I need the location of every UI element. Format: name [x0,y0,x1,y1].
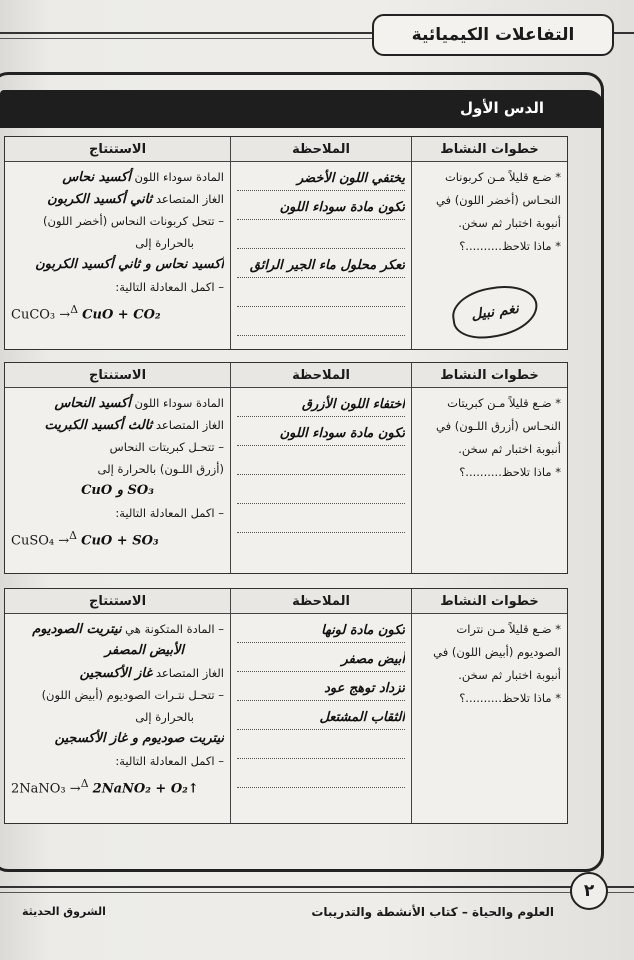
observation-line [237,226,405,249]
conclusion-answer: الأبيض المصفر [104,643,184,658]
observation-line: تزداد توهج عود [237,678,405,701]
eq-arrow: → [58,533,70,549]
eq-reactant: 2NaNO₃ [11,781,66,797]
step-line: النحـاس (أخضر اللون) في [435,193,561,207]
conclusion-header: الاستنتاج [5,589,230,614]
step-line: * ضـع قليلاً مـن كبريتات [418,392,561,415]
observation-line: أبيض مصفر [237,649,405,672]
footer-rule-thin [0,892,634,893]
step-line: أنبوبة اختبار ثم سخن. [458,668,561,682]
eq-condition: Δ [69,529,77,542]
eq-condition: Δ [70,303,79,316]
conclusion-print: (أزرق اللـون) بالحرارة إلى [97,462,224,476]
observation-header: الملاحظة [231,137,411,162]
activity-table-1 [4,136,568,350]
chemical-equation [11,524,224,552]
activity-table-3 [4,588,568,824]
conclusion-answer: غاز الأكسجين [79,666,153,681]
observation-line [237,481,405,504]
conclusion-print: – اكمل المعادلة التالية: [115,754,224,768]
observation-line: يختفي اللون الأخضر [237,168,405,191]
observation-line: الثقاب المشتعل [237,707,405,730]
step-line: الصوديوم (أبيض اللون) في [433,645,561,659]
step-question: * ماذا تلاحظ..........؟ [418,235,561,258]
eq-products: CuO + SO₃ [81,533,159,549]
steps-column [411,137,567,349]
steps-header: خطوات النشاط [412,137,567,162]
conclusion-answer: نيتريت الصوديوم [32,622,122,637]
step-question: * ماذا تلاحظ..........؟ [418,687,561,710]
chemical-equation [11,298,224,326]
observation-line: اختفاء اللون الأزرق [237,394,405,417]
observation-line: تكون مادة سوداء اللون [237,423,405,446]
conclusion-answer: ثاني أكسيد الكربون [47,192,153,207]
eq-products: 2NaNO₂ + O₂↑ [92,781,199,797]
conclusion-column [5,589,230,823]
conclusion-column [5,363,230,573]
conclusion-print: المادة سوداء اللون [134,170,224,184]
step-line: * ضـع قليلاً مـن كربونات [418,166,561,189]
chapter-title: التفاعلات الكيميائية [372,14,614,56]
publisher: الشروق الحديثة [22,905,106,918]
observation-column [230,137,411,349]
eq-arrow: → [59,307,71,323]
observation-column [230,363,411,573]
observation-header: الملاحظة [231,589,411,614]
footer-rule [0,886,634,888]
conclusion-print: الغاز المتصاعد [155,666,224,680]
conclusion-print: بالحرارة إلى [135,710,194,724]
observation-line: تكون مادة سوداء اللون [237,197,405,220]
conclusion-answer: SO₃ و CuO [81,483,154,498]
conclusion-print: – تتحـل نتـرات الصوديوم (أبيض اللون) [41,688,224,702]
conclusion-print: الغاز المتصاعد [155,418,224,432]
step-line: أنبوبة اختبار ثم سخن. [458,442,561,456]
activity-table-2 [4,362,568,574]
conclusion-print: – تتحـل كبريتات النحاس [109,440,224,454]
conclusion-answer: ثالث أكسيد الكبريت [44,418,153,433]
eq-reactant: CuCO₃ [11,307,56,323]
observation-header: الملاحظة [231,363,411,388]
chemical-equation [11,772,224,800]
lesson-bar [0,90,604,128]
observation-line [237,452,405,475]
conclusion-print: – المادة المتكونة هي [125,622,224,636]
eq-arrow: → [69,781,81,797]
conclusion-answer: أكسيد نحاس [62,170,131,185]
conclusion-header: الاستنتاج [5,137,230,162]
handwritten-stamp: نغم نبيل [449,281,541,342]
observation-line [237,510,405,533]
conclusion-answer: أكسيد النحاس [54,396,131,411]
conclusion-column [5,137,230,349]
conclusion-header: الاستنتاج [5,363,230,388]
steps-header: خطوات النشاط [412,589,567,614]
eq-condition: Δ [80,777,89,790]
conclusion-answer: أكسيد نحاس و ثاني أكسيد الكربون [35,257,224,272]
observation-line [237,313,405,336]
observation-line: تعكر محلول ماء الجير الرائق [237,255,405,278]
book-title: العلوم والحياة – كتاب الأنشطة والتدريبات [311,905,554,919]
step-question: * ماذا تلاحظ..........؟ [418,461,561,484]
eq-reactant: CuSO₄ [11,533,55,549]
conclusion-answer: نيتريت صوديوم و غاز الأكسجين [54,731,224,746]
conclusion-print: – اكمل المعادلة التالية: [115,280,224,294]
observation-line [237,736,405,759]
conclusion-print: – تتحل كربونات النحاس (أخضر اللون) [43,214,224,228]
observation-line [237,765,405,788]
steps-column [411,363,567,573]
step-line: * ضـع قليلاً مـن نترات [418,618,561,641]
observation-line [237,284,405,307]
lesson-title: الدس الأول [459,99,544,117]
eq-products: CuO + CO₂ [82,307,161,323]
observation-column [230,589,411,823]
conclusion-print: المادة سوداء اللون [134,396,224,410]
steps-header: خطوات النشاط [412,363,567,388]
header-rule-thin [0,38,376,39]
step-line: أنبوبة اختبار ثم سخن. [458,216,561,230]
conclusion-print: – اكمل المعادلة التالية: [115,506,224,520]
step-line: النحـاس (أزرق اللـون) في [435,419,561,433]
page-number: ٢ [570,872,608,910]
steps-column [411,589,567,823]
observation-line: تكون مادة لونها [237,620,405,643]
conclusion-print: بالحرارة إلى [135,236,194,250]
conclusion-print: الغاز المتصاعد [155,192,224,206]
